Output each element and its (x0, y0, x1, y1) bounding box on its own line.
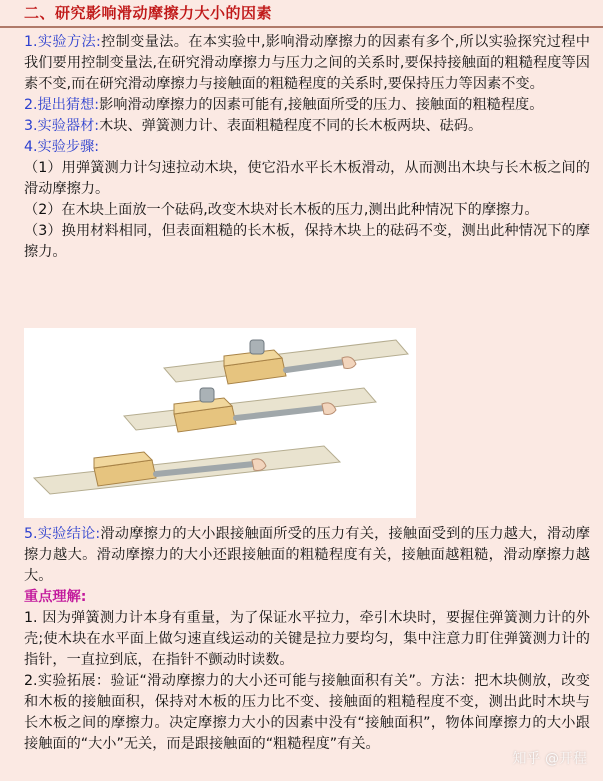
hypothesis-text: 影响滑动摩擦力的因素可能有,接触面所受的压力、接触面的粗糙程度。 (99, 97, 544, 113)
conclusion-label: 5.实验结论: (24, 526, 101, 542)
weight-icon (200, 388, 214, 402)
equipment-paragraph (24, 116, 590, 137)
equipment-text: 木块、弹簧测力计、表面粗糙程度不同的长木板两块、砝码。 (99, 118, 483, 134)
key-point: 1. 因为弹簧测力计本身有重量，为了保证水平拉力，牵引木块时，要握住弹簧测力计的外壳;使木块在水平面上做匀速直线运动的关键是拉力要均匀，集中注意力盯住弹簧测力计的指针，一直拉到底，在指针不颤动时读数。 (24, 610, 590, 668)
weight-icon (250, 340, 264, 354)
long-board (124, 388, 376, 430)
step-item: （1）用弹簧测力计匀速拉动木块，使它沿水平长木板滑动，从而测出木块与长木板之间的滑动摩擦力。 (24, 160, 590, 197)
page-title: 二、研究影响滑动摩擦力大小的因素 (24, 4, 273, 22)
key-heading (24, 587, 590, 608)
watermark: 知乎 @开程 (512, 751, 587, 767)
content-bottom (24, 524, 590, 755)
conclusion-text: 滑动摩擦力的大小跟接触面所受的压力有关，接触面受到的压力越大，滑动摩擦力越大。滑动摩擦力的大小还跟接触面的粗糙程度有关，接触面越粗糙，滑动摩擦力越大。 (24, 526, 590, 584)
equipment-label: 3.实验器材: (24, 118, 100, 134)
experiment-svg (24, 328, 416, 518)
key-label: 重点理解: (24, 589, 87, 605)
title-bar (0, 0, 603, 28)
step-item: （3）换用材料相同，但表面粗糙的长木板，保持木块上的砝码不变，测出此种情况下的摩擦力。 (24, 223, 590, 260)
method-label: 1.实验方法: (24, 34, 101, 50)
method-paragraph (24, 32, 590, 95)
key-point: 2.实验拓展：验证“滑动摩擦力的大小还可能与接触面积有关”。方法：把木块侧放，改变和木板的接触面积，保持对木板的压力比不变、接触面的粗糙程度不变，测出此时木块与长木板之间的摩擦力。决定摩擦力大小的因素中没有“接触面积”，物体间摩擦力的大小跟接触面的“大小”无关，而是跟接触面的“粗糙程度”有关。 (24, 673, 590, 752)
conclusion-paragraph (24, 524, 590, 587)
method-text: 控制变量法。在本实验中,影响滑动摩擦力的因素有多个,所以实验探究过程中我们要用控制变量法,在研究滑动摩擦力与压力之间的关系时,要保持接触面的粗糙程度等因素不变,而在研究滑动摩擦力与接触面的粗糙程度的关系时,要保持压力等因素不变。 (24, 34, 590, 92)
steps-label: 4.实验步骤: (24, 139, 100, 155)
steps-heading (24, 137, 590, 158)
hypothesis-paragraph (24, 95, 590, 116)
hypothesis-label: 2.提出猜想: (24, 97, 100, 113)
content-top (24, 32, 590, 263)
step-item: （2）在木块上面放一个砝码,改变木块对长木板的压力,测出此种情况下的摩擦力。 (24, 202, 539, 218)
experiment-illustration (24, 328, 416, 518)
